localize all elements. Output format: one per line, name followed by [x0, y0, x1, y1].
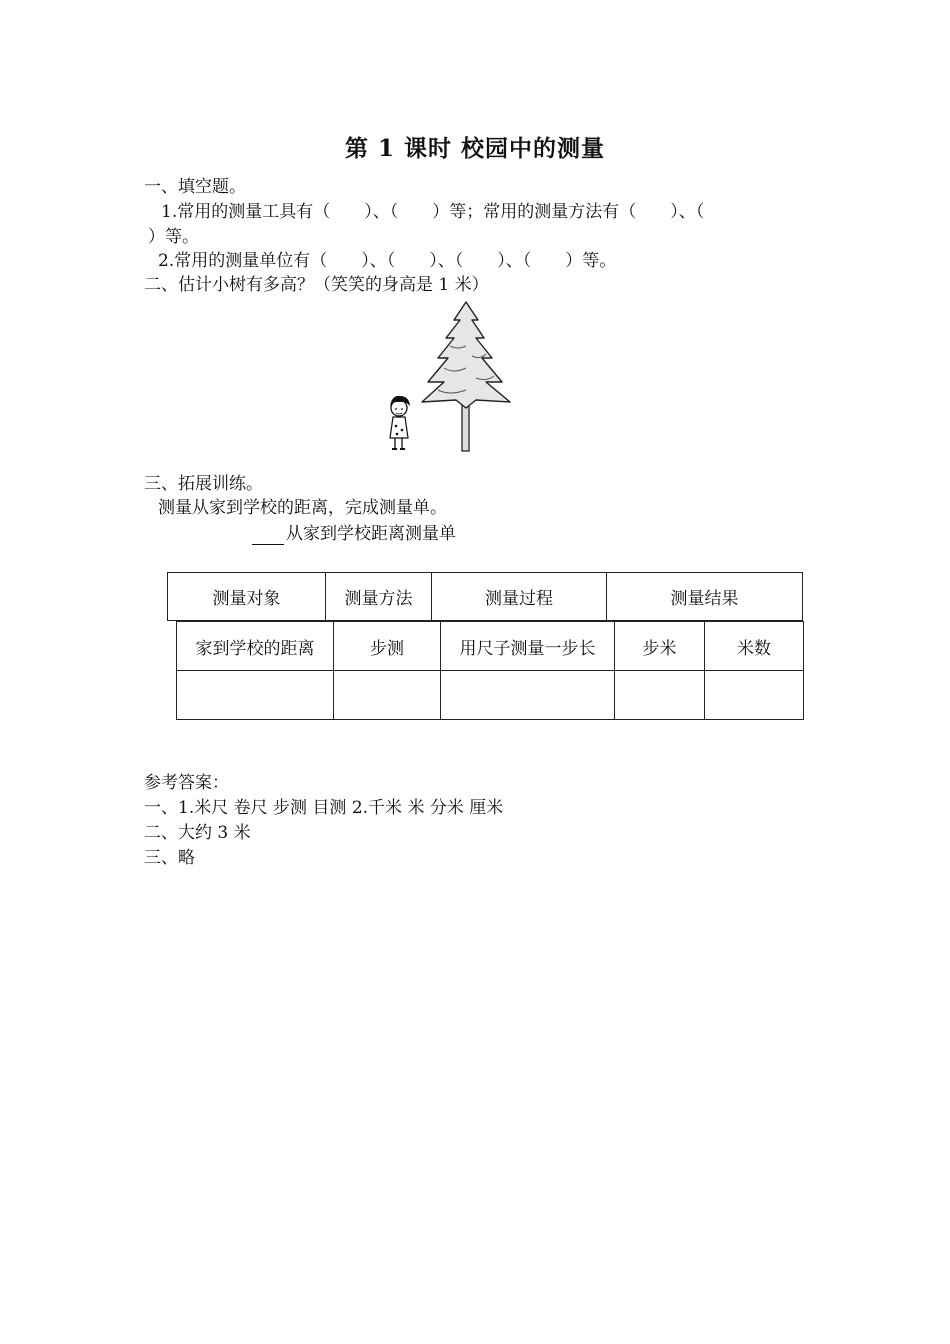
table-header-row [167, 572, 803, 621]
table-row [176, 670, 804, 720]
sheet-title [252, 523, 456, 545]
question-2: 2.常用的测量单位有（ ）、（ ）、（ ）、（ ）等。 [158, 251, 617, 271]
section3-heading: 三、拓展训练。 [144, 474, 263, 494]
answer-3: 三、略 [144, 848, 195, 868]
question-1-line1: 1.常用的测量工具有（ ）、（ ）等；常用的测量方法有（ ）、（ [161, 202, 705, 222]
section2-heading: 二、估计小树有多高？（笑笑的身高是 1 米） [144, 275, 489, 295]
cell-blank [333, 670, 441, 720]
cell-step-meters: 步米 [614, 621, 705, 671]
girl-figure [390, 396, 410, 449]
answers-heading: 参考答案： [144, 773, 229, 793]
answer-2: 二、大约 3 米 [144, 823, 251, 843]
section1-heading: 一、填空题。 [144, 177, 246, 197]
tree-and-girl-illustration [380, 298, 530, 458]
sheet-name-blank [252, 528, 284, 545]
cell-blank [614, 670, 705, 720]
cell-process: 用尺子测量一步长 [440, 621, 615, 671]
cell-method: 步测 [333, 621, 441, 671]
cell-meters: 米数 [704, 621, 804, 671]
cell-object: 家到学校的距离 [176, 621, 334, 671]
tree-foliage [422, 302, 510, 408]
header-result: 测量结果 [606, 572, 803, 621]
page-title: 第 1 课时 校园中的测量 [344, 135, 606, 162]
section3-instruction: 测量从家到学校的距离，完成测量单。 [158, 498, 447, 518]
question-1-line2: ）等。 [148, 227, 199, 247]
cell-blank [176, 670, 334, 720]
answer-1: 一、1.米尺 卷尺 步测 目测 2.千米 米 分米 厘米 [144, 798, 504, 818]
header-object: 测量对象 [167, 572, 326, 621]
sheet-title-text: 从家到学校距离测量单 [286, 524, 456, 544]
cell-blank [440, 670, 615, 720]
cell-blank [704, 670, 804, 720]
header-process: 测量过程 [431, 572, 607, 621]
table-row [176, 621, 804, 671]
header-method: 测量方法 [325, 572, 432, 621]
